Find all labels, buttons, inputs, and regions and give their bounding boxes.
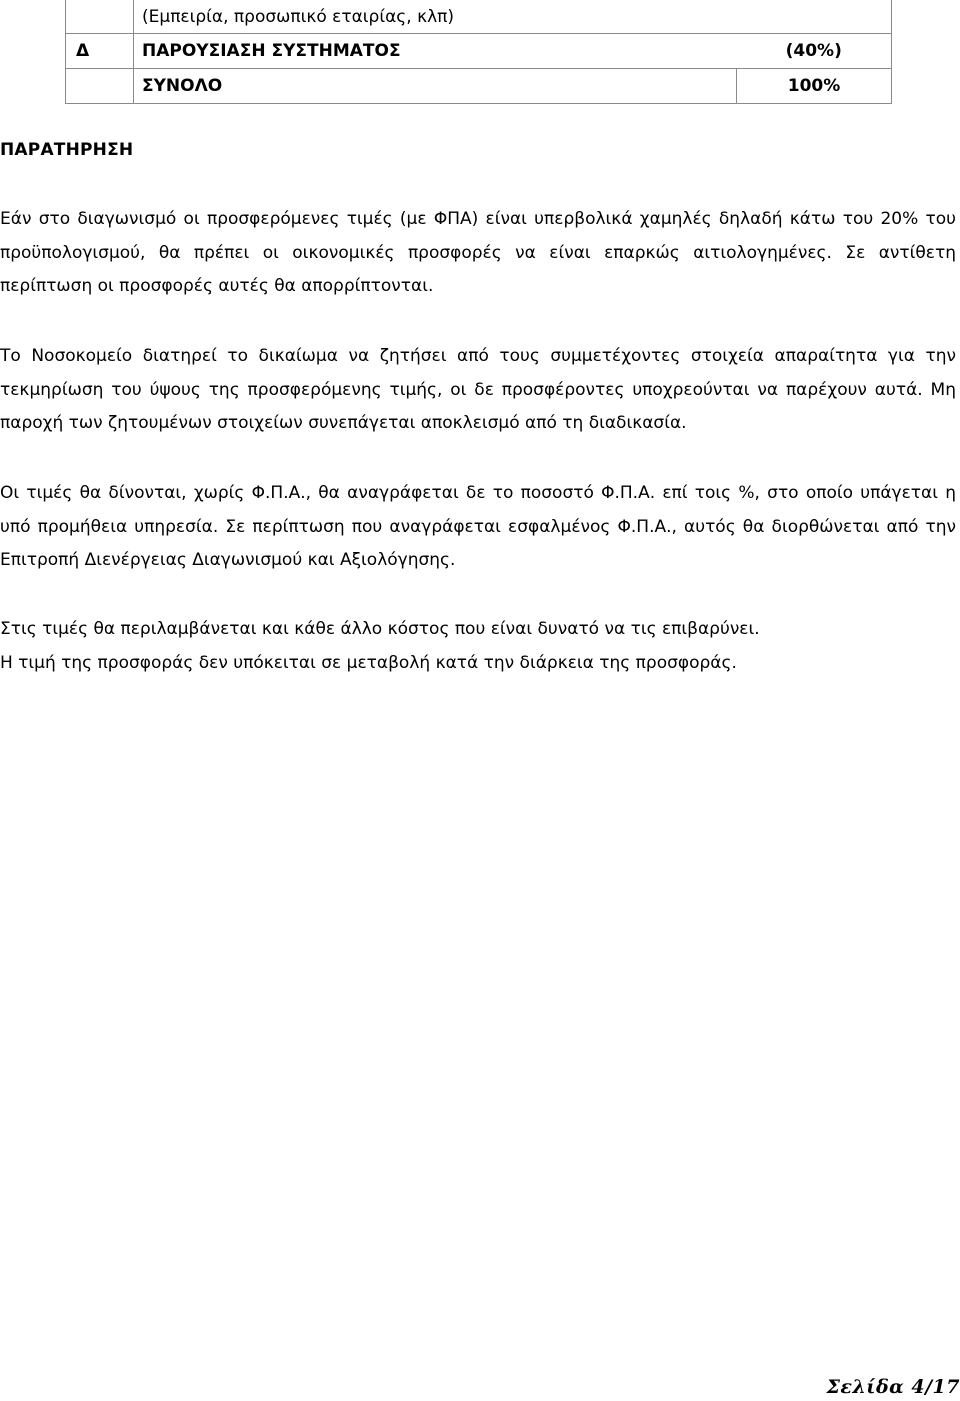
note-paragraph: Στις τιμές θα περιλαμβάνεται και κάθε άλλο κόστος που είναι δυνατό να τις επιβαρύνει. [0,619,760,639]
table-cell-total: ΣΥΝΟΛΟ [134,69,737,104]
table-cell-total-percent: 100% [737,69,892,104]
table-cell-experience: (Εμπειρία, προσωπικό εταιρίας, κλπ) [134,0,892,34]
note-paragraph: Η τιμή της προσφοράς δεν υπόκειται σε μεταβολή κατά την διάρκεια της προσφοράς. [0,653,737,673]
table-row [66,0,892,34]
table-row [66,69,892,104]
table-row [66,34,892,69]
page-number: Σελίδα 4/17 [826,1376,960,1398]
table-cell-letter [66,0,134,34]
note-paragraph: Εάν στο διαγωνισμό οι προσφερόμενες τιμές (με ΦΠΑ) είναι υπερβολικά χαμηλές δηλαδή κάτω του 20% του προϋπολογισμού, θα πρέπει οι οικονομικές προσφορές να είναι επαρκώς αιτιολογημένες. Σε αντίθετη περίπτωση οι προσφορές αυτές θα απορρίπτονται. [0,209,956,296]
table-cell-letter: Δ [66,34,134,69]
note-paragraph: Το Νοσοκομείο διατηρεί το δικαίωμα να ζητήσει από τους συμμετέχοντες στοιχεία απαραίτητα για την τεκμηρίωση του ύψους της προσφερόμενης τιμής, οι δε προσφέροντες υποχρεούνται να παρέχουν αυτά. Μη παροχή των ζητουμένων στοιχείων συνεπάγεται αποκλεισμό από τη διαδικασία. [0,346,956,433]
note-heading: ΠΑΡΑΤΗΡΗΣΗ [0,140,134,160]
note-paragraph: Οι τιμές θα δίνονται, χωρίς Φ.Π.Α., θα αναγράφεται δε το ποσοστό Φ.Π.Α. επί τοις %, στο οποίο υπάγεται η υπό προμήθεια υπηρεσία. Σε περίπτωση που αναγράφεται εσφαλμένος Φ.Π.Α., αυτός θα διορθώνεται από την Επιτροπή Διενέργειας Διαγωνισμού και Αξιολόγησης. [0,483,956,570]
table-cell-presentation: ΠΑΡΟΥΣΙΑΣΗ ΣΥΣΤΗΜΑΤΟΣ [134,34,737,69]
table-cell-presentation-percent: (40%) [737,34,892,69]
score-table [65,0,892,104]
table-cell-letter [66,69,134,104]
